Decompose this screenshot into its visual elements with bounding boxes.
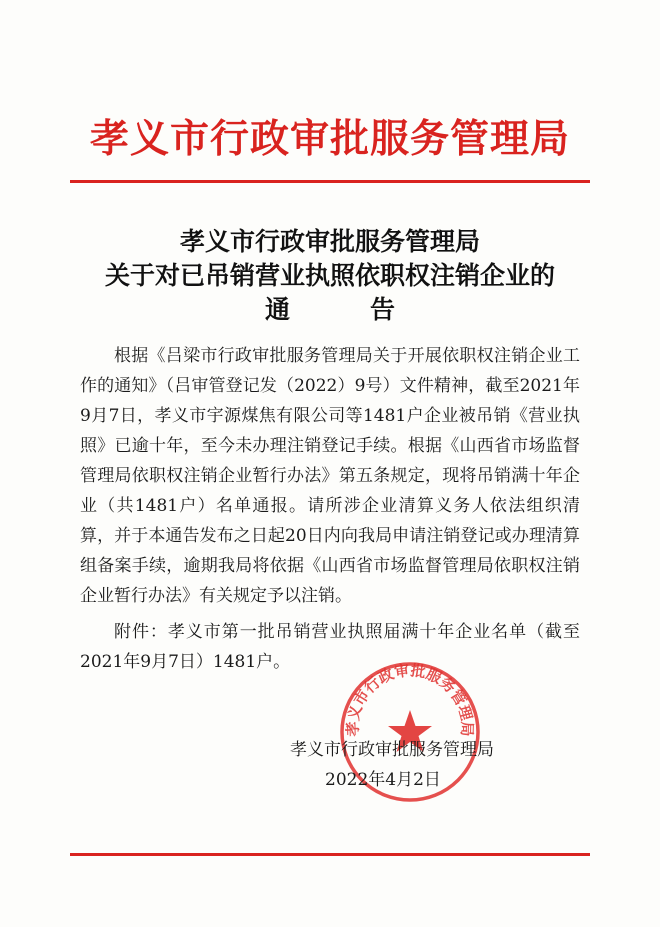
notice-title-line-3: 通告 (264, 295, 475, 324)
signature-date: 2022年4月2日 (325, 770, 441, 790)
attachment-paragraph: 附件：孝义市第一批吊销营业执照届满十年企业名单（截至2021年9月7日）1481户。 (80, 622, 580, 672)
footer-red-rule (70, 853, 590, 856)
letterhead-title: 孝义市行政审批服务管理局 (89, 116, 570, 162)
letterhead-red-rule (70, 180, 590, 183)
seal-text: 孝义市行政审批服务管理局 (343, 661, 477, 737)
notice-title-line-1: 孝义市行政审批服务管理局 (179, 227, 480, 256)
notice-body-paragraph: 根据《吕梁市行政审批服务管理局关于开展依职权注销企业工作的通知》（吕审管登记发（2022）9号）文件精神，截至2021年9月7日，孝义市宇源煤焦有限公司等1481户企业被吊销《营业执照》已逾十年，至今未办理注销登记手续。根据《山西省市场监督管理局依职权注销企业暂行办法》第五条规定，现将吊销满十年企业（共1481户）名单通报。请所涉企业清算义务人依法组织清算，并于本通告发布之日起20日内向我局申请注销登记或办理清算组备案手续，逾期我局将依据《山西省市场监督管理局依职权注销企业暂行办法》有关规定予以注销。 (80, 346, 580, 606)
signature-organization: 孝义市行政审批服务管理局 (290, 740, 494, 760)
notice-title-line-2: 关于对已吊销营业执照依职权注销企业的 (104, 261, 555, 290)
